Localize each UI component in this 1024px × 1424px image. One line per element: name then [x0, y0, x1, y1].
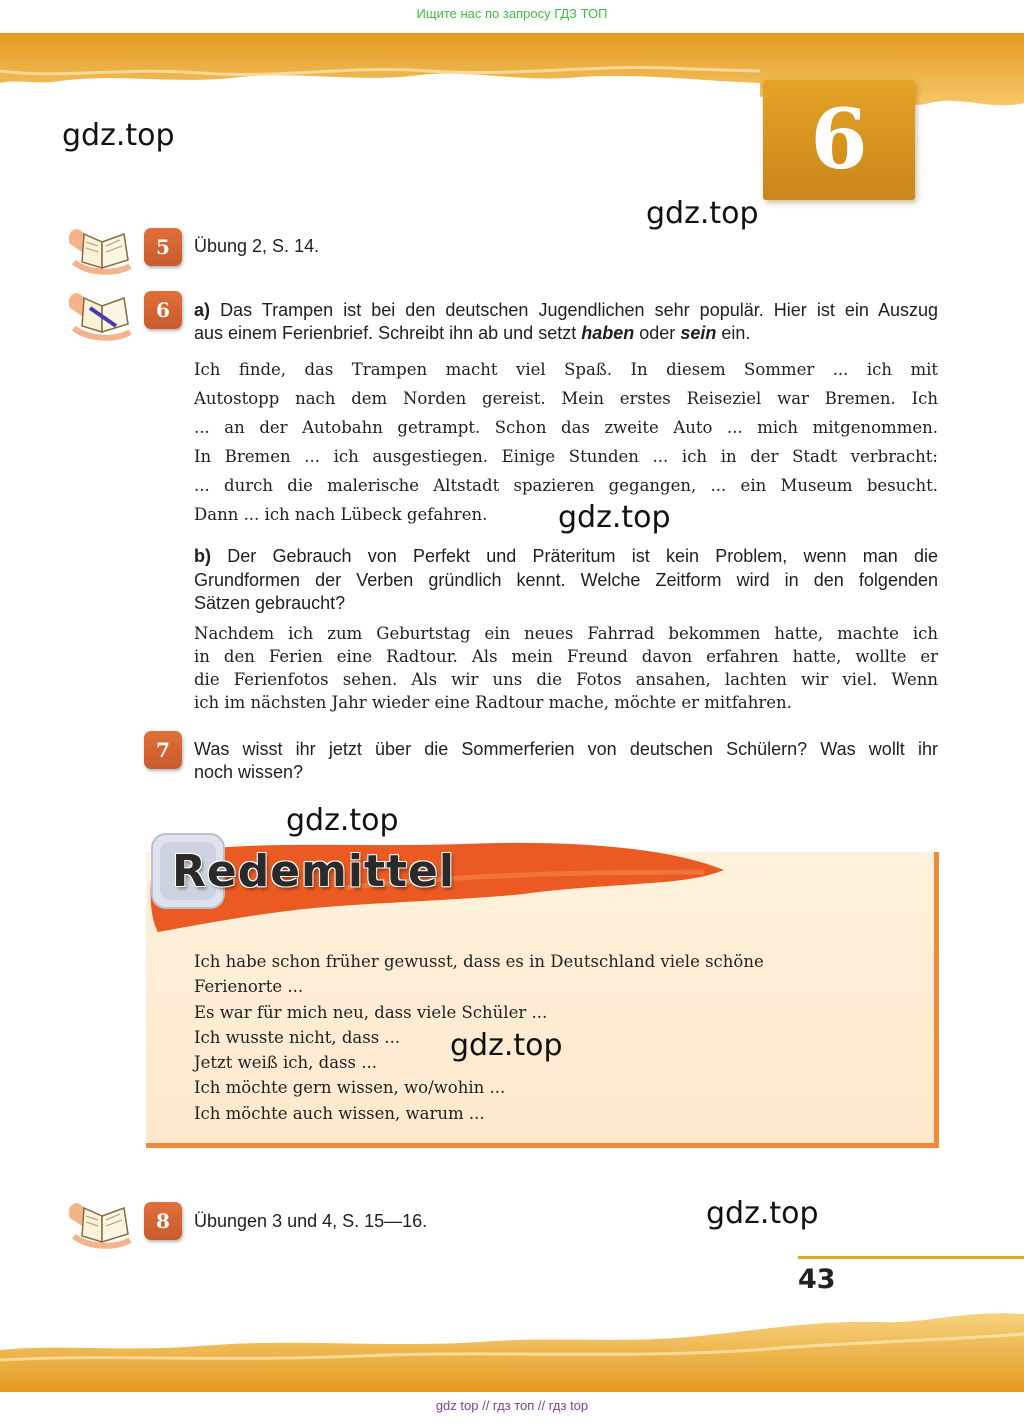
task-text: aus einem Ferienbrief. Schreibt ihn ab und setzt	[194, 323, 577, 343]
exercise-6b-line-3: Sätzen gebraucht?	[194, 593, 346, 613]
exercise-number-badge: 8	[144, 1202, 182, 1240]
redemittel-phrase: Ich habe schon früher gewusst, dass es in Deutschland viele schöne	[194, 952, 764, 971]
example-line: Nachdem ich zum Geburtstag ein neues Fahrrad bekommen hatte, machte ich	[194, 624, 938, 643]
watermark: gdz.top	[558, 500, 671, 535]
task-text: Der Gebrauch von Perfekt und Präteritum ist kein Problem, wenn man die	[227, 546, 938, 566]
redemittel-phrase: Es war für mich neu, dass viele Schüler ...	[194, 1002, 548, 1022]
example-line: die Ferienfotos sehen. Als wir uns die Fotos ansahen, lachten wir viel. Wenn	[194, 670, 938, 689]
bottom-decorative-band	[0, 1300, 1024, 1392]
top-notice: Ищите нас по запросу ГДЗ ТОП	[416, 6, 608, 21]
tense-example-text	[194, 624, 938, 716]
redemittel-phrase: Jetzt weiß ich, dass ...	[194, 1053, 377, 1073]
letter-line: Dann ... ich nach Lübeck gefahren.	[194, 505, 488, 524]
letter-line: Ich finde, das Trampen macht viel Spaß. In diesem Sommer ... ich mit	[194, 360, 938, 379]
example-line: ich im nächsten Jahr wieder eine Radtour mache, möchte er mitfahren.	[194, 693, 792, 712]
task-label: a)	[194, 300, 211, 320]
watermark: gdz.top	[62, 118, 175, 153]
watermark: gdz.top	[450, 1028, 563, 1063]
keyword-sein: sein	[680, 323, 717, 343]
open-book-icon	[64, 222, 138, 276]
exercise-7-line-1: Was wisst ihr jetzt über die Sommerferien von deutschen Schülern? Was wollt ihr	[194, 739, 938, 759]
exercise-6b-line-1	[194, 546, 938, 567]
exercise-6b-line-2: Grundformen der Verben gründlich kennt. Welche Zeitform wird in den folgenden	[194, 570, 938, 590]
page-number: 43	[798, 1264, 836, 1295]
task-text: ein.	[721, 323, 751, 343]
letter-line: ... durch die malerische Altstadt spazieren gegangen, ... ein Museum besucht.	[194, 476, 938, 495]
exercise-6a-line-1	[194, 300, 938, 321]
book-with-pen-icon	[64, 286, 138, 342]
redemittel-phrase: Ich wusste nicht, dass ...	[194, 1027, 401, 1047]
redemittel-title: Redemittel	[172, 846, 455, 897]
watermark: gdz.top	[706, 1196, 819, 1231]
letter-line: In Bremen ... ich ausgestiegen. Einige Stunden ... ich in der Stadt verbracht:	[194, 447, 938, 466]
redemittel-phrase: Ich möchte auch wissen, warum ...	[194, 1103, 485, 1123]
watermark: gdz.top	[646, 196, 759, 231]
example-line: in den Ferien eine Radtour. Als mein Freund davon erfahren hatte, wollte er	[194, 647, 938, 666]
redemittel-phrase: Ferienorte ...	[194, 977, 304, 997]
exercise-number-badge: 6	[144, 291, 182, 329]
open-book-icon	[64, 1196, 138, 1250]
page-number-rule	[798, 1256, 1024, 1259]
exercise-8-text: Übungen 3 und 4, S. 15—16.	[194, 1211, 428, 1231]
bottom-site-links[interactable]: gdz top // гдз топ // гдз top	[435, 1398, 589, 1413]
chapter-number-box: 6	[763, 80, 915, 200]
redemittel-phrase: Ich möchte gern wissen, wo/wohin ...	[194, 1078, 506, 1098]
letter-line: ... an der Autobahn getrampt. Schon das zweite Auto ... mich mitgenommen.	[194, 418, 938, 437]
task-text: Das Trampen ist bei den deutschen Jugendlichen sehr populär. Hier ist ein Auszug	[220, 300, 938, 320]
exercise-7-line-2: noch wissen?	[194, 762, 304, 782]
task-text: oder	[639, 323, 676, 343]
exercise-number-badge: 5	[144, 228, 182, 266]
exercise-number-badge: 7	[144, 731, 182, 769]
exercise-5-text: Übung 2, S. 14.	[194, 236, 320, 256]
exercise-6a-line-2	[194, 323, 750, 344]
keyword-haben: haben	[581, 323, 635, 343]
letter-line: Autostopp nach dem Norden gereist. Mein erstes Reiseziel war Bremen. Ich	[194, 389, 938, 408]
task-label: b)	[194, 546, 211, 566]
watermark: gdz.top	[286, 803, 399, 838]
